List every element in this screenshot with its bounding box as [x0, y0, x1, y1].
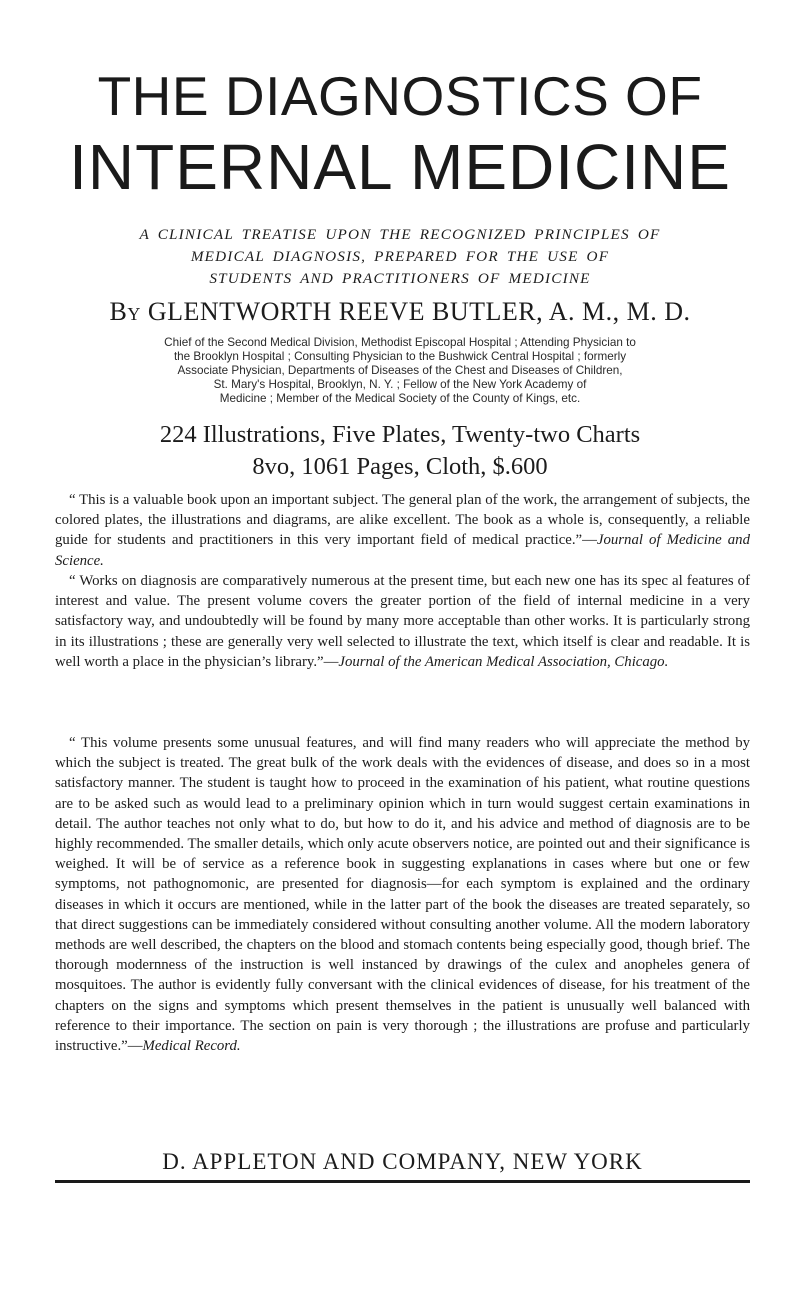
- review-quote-2: [55, 571, 750, 674]
- review-source: Journal of Medicine and Science.: [55, 532, 750, 569]
- author-by: By: [109, 297, 141, 326]
- title-line-1: THE DIAGNOSTICS OF: [97, 65, 703, 127]
- review-text: “ Works on diagnosis are comparatively numerous at the present time, but each new one has its spec al features of interest and value. The present volume covers the greater portion of the field of internal medicine in a very satisfactory way, and undoubtedly will be found by many more acceptable than other works. It is particularly strong in its illustrations ; these are generally very well selected to illustrate the text, which itself is clear and readable. It is well worth a place in the physician’s library.”—: [55, 573, 750, 670]
- credentials-line-2: the Brooklyn Hospital ; Consulting Physician to the Bushwick Central Hospital ; formerly: [173, 350, 627, 363]
- bottom-rule-divider: [55, 1180, 750, 1183]
- review-text: “ This volume presents some unusual features, and will find many readers who will appreciate the method by which the subject is treated. The great bulk of the work deals with the evidences of disease, and does so in a most satisfactory manner. The student is taught how to proceed in the examination of his patient, what routine questions are to be asked such as would lead to a preliminary opinion which in turn would suggest certain examinations in detail. The author teaches not only what to do, but how to do it, and his advice and method of diagnosis are to be highly recommended. The smaller details, which only acute observers notice, are pointed out and their significance is weighed. It will be of service as a reference book in suggesting explanations in cases where but one or few symptoms, not pathognomonic, are presented for diagnosis—for each symptom is explained and the ordinary diseases in which it occurs are mentioned, while in the latter part of the book the diseases are treated separately, so that direct suggestions can be immediately considered without consulting another volume. All the modern laboratory methods are well described, the chapters on the blood and stomach contents being especially good, though brief. The thorough modernness of the instruction is well instanced by drawings of the culex and anopheles genera of mosquitoes. The author is evidently fully conversant with the clinical evidences of disease, for his treatment of the chapters on the signs and symptoms which present themselves in the patient is unusually well balanced with reference to their importance. The section on pain is very thorough ; the illustrations are profuse and particularly instructive.”—: [55, 735, 750, 1055]
- review-source: Medical Record.: [142, 1038, 241, 1055]
- credentials-line-4: St. Mary's Hospital, Brooklyn, N. Y. ; Fellow of the New York Academy of: [213, 378, 587, 391]
- author-credentials: [110, 336, 690, 406]
- title-line-2: INTERNAL MEDICINE: [69, 131, 731, 203]
- subtitle-line-2: MEDICAL DIAGNOSIS, PREPARED FOR THE USE OF: [190, 248, 610, 265]
- author-name: GLENTWORTH REEVE BUTLER, A. M., M. D.: [147, 297, 691, 326]
- credentials-line-5: Medicine ; Member of the Medical Society of the County of Kings, etc.: [219, 392, 581, 405]
- review-quote-3: [55, 733, 750, 1058]
- review-text: “ This is a valuable book upon an important subject. The general plan of the work, the arrangement of subjects, the colored plates, the illustrations and diagrams, are alike excellent. The book as a whole is, consequently, a reliable guide for students and practitioners in this very important field of medical practice.”—: [55, 492, 750, 549]
- publisher-imprint: D. APPLETON AND COMPANY, NEW YORK: [55, 1148, 750, 1176]
- author-line: [0, 297, 800, 327]
- book-format-price: 8vo, 1061 Pages, Cloth, $.600: [252, 453, 548, 480]
- subtitle-line-1: A CLINICAL TREATISE UPON THE RECOGNIZED PRINCIPLES OF: [139, 226, 661, 243]
- review-quote-1: [55, 490, 750, 573]
- credentials-line-1: Chief of the Second Medical Division, Methodist Episcopal Hospital ; Attending Physician to: [164, 336, 636, 349]
- subtitle-line-3: STUDENTS AND PRACTITIONERS OF MEDICINE: [209, 270, 591, 287]
- review-source: Journal of the American Medical Association, Chicago.: [338, 653, 669, 670]
- subtitle: [80, 224, 720, 290]
- book-illustrations-info: 224 Illustrations, Five Plates, Twenty-two Charts: [159, 421, 641, 448]
- credentials-line-3: Associate Physician, Departments of Diseases of the Chest and Diseases of Children,: [177, 364, 623, 377]
